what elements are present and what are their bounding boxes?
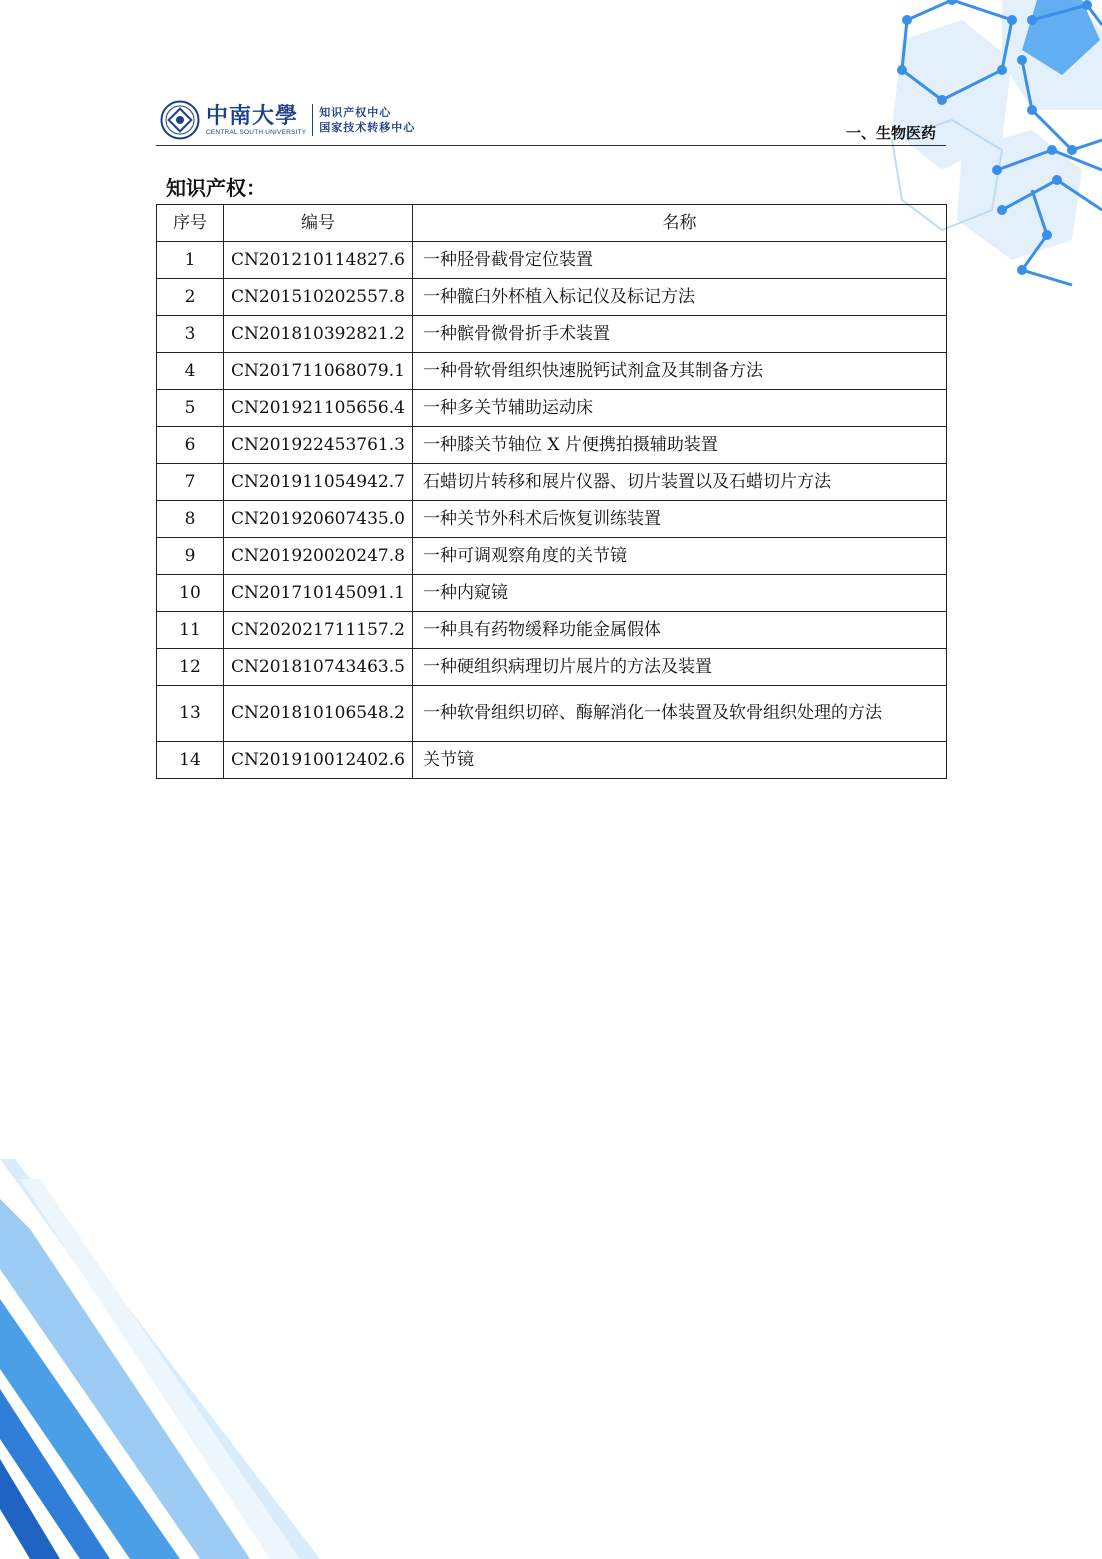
patent-number: CN201911054942.7 xyxy=(224,464,413,501)
center-name-tech-transfer: 国家技术转移中心 xyxy=(319,121,416,134)
column-header-number: 编号 xyxy=(224,205,413,242)
row-index: 9 xyxy=(157,538,224,575)
table-row xyxy=(157,538,947,575)
patent-number: CN202021711157.2 xyxy=(224,612,413,649)
page-header xyxy=(156,96,946,146)
patent-name: 石蜡切片转移和展片仪器、切片装置以及石蜡切片方法 xyxy=(413,464,947,501)
table-row xyxy=(157,390,947,427)
row-index: 13 xyxy=(157,686,224,742)
page-heading: 知识产权： xyxy=(166,176,266,200)
patent-name: 一种硬组织病理切片展片的方法及装置 xyxy=(413,649,947,686)
patent-number: CN201810392821.2 xyxy=(224,316,413,353)
row-index: 12 xyxy=(157,649,224,686)
row-index: 2 xyxy=(157,279,224,316)
patent-number: CN201210114827.6 xyxy=(224,242,413,279)
patent-name: 一种髌骨微骨折手术装置 xyxy=(413,316,947,353)
table-row xyxy=(157,242,947,279)
row-index: 3 xyxy=(157,316,224,353)
row-index: 14 xyxy=(157,742,224,779)
patent-number: CN201921105656.4 xyxy=(224,390,413,427)
patent-number: CN201810743463.5 xyxy=(224,649,413,686)
patent-number: CN201810106548.2 xyxy=(224,686,413,742)
patent-name: 一种膝关节轴位 X 片便携拍摄辅助装置 xyxy=(413,427,947,464)
patent-name: 一种胫骨截骨定位装置 xyxy=(413,242,947,279)
patent-name: 一种髋臼外杯植入标记仪及标记方法 xyxy=(413,279,947,316)
patent-name: 一种内窥镜 xyxy=(413,575,947,612)
table-row xyxy=(157,353,947,390)
center-name-ip: 知识产权中心 xyxy=(319,106,392,119)
section-label: 一、生物医药 xyxy=(845,124,936,142)
row-index: 6 xyxy=(157,427,224,464)
patent-name: 一种多关节辅助运动床 xyxy=(413,390,947,427)
row-index: 10 xyxy=(157,575,224,612)
table-row xyxy=(157,612,947,649)
stripe-decoration xyxy=(0,1159,320,1559)
row-index: 8 xyxy=(157,501,224,538)
row-index: 1 xyxy=(157,242,224,279)
university-logo xyxy=(160,100,415,140)
patent-name: 一种具有药物缓释功能金属假体 xyxy=(413,612,947,649)
logo-divider xyxy=(312,104,313,136)
patent-name: 一种关节外科术后恢复训练装置 xyxy=(413,501,947,538)
row-index: 11 xyxy=(157,612,224,649)
table-row xyxy=(157,279,947,316)
table-row xyxy=(157,427,947,464)
patent-number: CN201920020247.8 xyxy=(224,538,413,575)
university-seal-icon xyxy=(160,100,200,140)
university-name-en: CENTRAL SOUTH UNIVERSITY xyxy=(206,128,307,136)
patent-name: 一种可调观察角度的关节镜 xyxy=(413,538,947,575)
column-header-name: 名称 xyxy=(413,205,947,242)
patent-number: CN201510202557.8 xyxy=(224,279,413,316)
patent-number: CN201910012402.6 xyxy=(224,742,413,779)
row-index: 7 xyxy=(157,464,224,501)
ip-table xyxy=(156,204,947,779)
patent-name: 关节镜 xyxy=(413,742,947,779)
patent-number: CN201922453761.3 xyxy=(224,427,413,464)
table-row xyxy=(157,575,947,612)
column-header-index: 序号 xyxy=(157,205,224,242)
row-index: 4 xyxy=(157,353,224,390)
table-row xyxy=(157,686,947,742)
table-row xyxy=(157,649,947,686)
patent-name: 一种骨软骨组织快速脱钙试剂盒及其制备方法 xyxy=(413,353,947,390)
table-row xyxy=(157,464,947,501)
patent-number: CN201711068079.1 xyxy=(224,353,413,390)
patent-name: 一种软骨组织切碎、酶解消化一体装置及软骨组织处理的方法 xyxy=(413,686,947,742)
table-row xyxy=(157,742,947,779)
row-index: 5 xyxy=(157,390,224,427)
university-name-cn: 中南大學 xyxy=(206,102,299,129)
table-header-row xyxy=(157,205,947,242)
patent-number: CN201710145091.1 xyxy=(224,575,413,612)
header-rule xyxy=(156,145,946,146)
table-row xyxy=(157,501,947,538)
table-row xyxy=(157,316,947,353)
patent-number: CN201920607435.0 xyxy=(224,501,413,538)
